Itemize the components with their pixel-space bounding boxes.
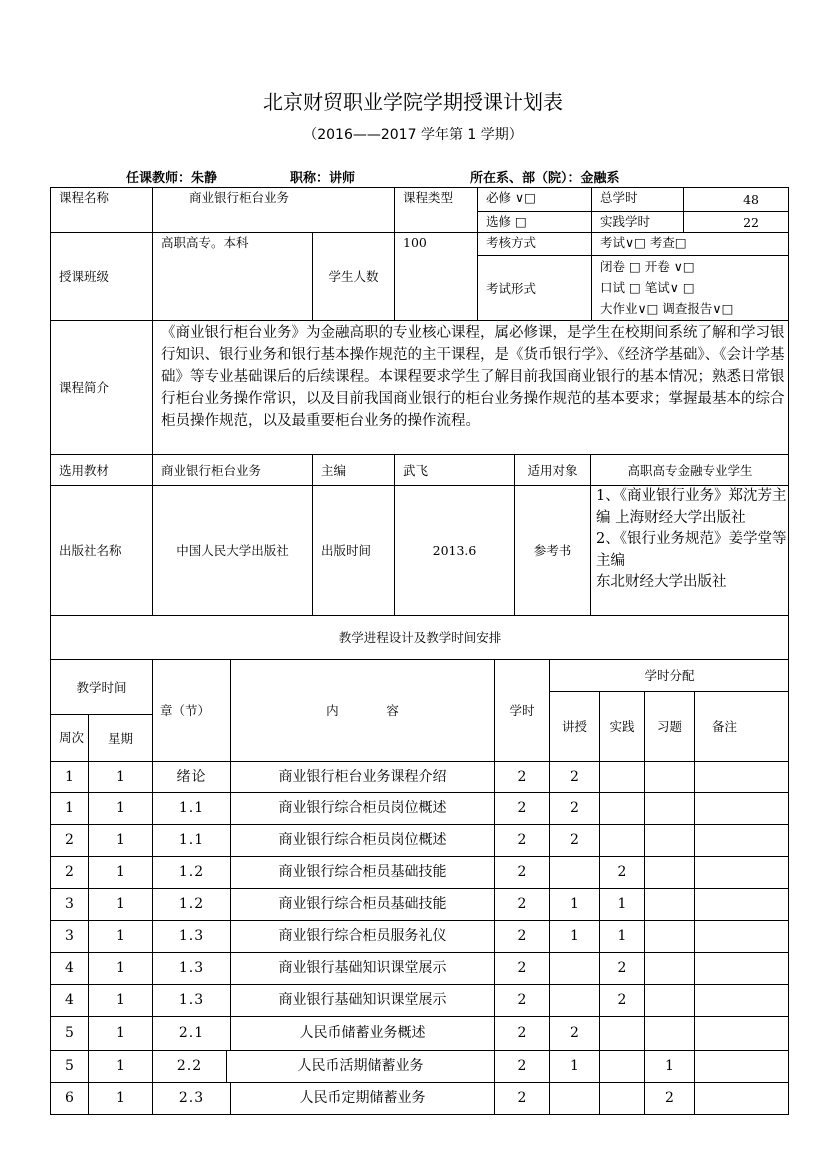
header-practice: 实践 [599, 691, 644, 761]
cell-chapter: 1.3 [152, 920, 230, 952]
header-hour-distribution: 学时分配 [549, 659, 789, 691]
publisher-label: 出版社名称 [50, 485, 152, 615]
term-subtitle: （2016——2017 学年第 1 学期） [303, 127, 523, 143]
editor-value: 武飞 [394, 454, 514, 485]
pub-time-value: 2013.6 [394, 485, 514, 615]
cell-week: 1 [50, 761, 88, 792]
exam-form-line-3: 大作业∨□ 调查报告∨□ [600, 301, 734, 316]
cell-exercise [644, 792, 694, 824]
cell-remark [694, 1016, 789, 1050]
cell-practice: 2 [599, 952, 644, 984]
assessment-options: 考试∨□ 考查□ [591, 232, 789, 255]
cell-day: 1 [88, 1050, 152, 1082]
cell-lecture: 2 [549, 1016, 599, 1050]
cell-content: 商业银行综合柜员基础技能 [230, 856, 494, 888]
cell-practice [599, 1082, 644, 1114]
exam-form-line-1: 闭卷 □ 开卷 ∨□ [600, 259, 695, 274]
cell-lecture: 2 [549, 824, 599, 856]
cell-exercise [644, 856, 694, 888]
cell-chapter: 1.3 [152, 984, 230, 1016]
cell-chapter: 1.1 [152, 792, 230, 824]
cell-content: 商业银行综合柜员服务礼仪 [230, 920, 494, 952]
cell-week: 6 [50, 1082, 88, 1114]
cell-week: 3 [50, 888, 88, 920]
students-label: 学生人数 [312, 232, 394, 320]
cell-day: 1 [88, 824, 152, 856]
cell-hours: 2 [494, 761, 549, 792]
cell-chapter: 2.1 [152, 1016, 230, 1050]
cell-exercise [644, 888, 694, 920]
cell-remark [694, 1050, 789, 1082]
cell-practice [599, 1050, 644, 1082]
cell-lecture [549, 952, 599, 984]
cell-chapter: 1.1 [152, 824, 230, 856]
cell-practice: 1 [599, 920, 644, 952]
cell-hours: 2 [494, 952, 549, 984]
cell-content: 商业银行综合柜员基础技能 [230, 888, 494, 920]
cell-week: 2 [50, 824, 88, 856]
intro-label: 课程简介 [50, 320, 152, 454]
assessment-label: 考核方式 [477, 232, 591, 255]
cell-day: 1 [88, 856, 152, 888]
cell-practice [599, 761, 644, 792]
cell-content: 商业银行综合柜员岗位概述 [230, 792, 494, 824]
header-remark: 备注 [694, 691, 789, 761]
cell-remark [694, 856, 789, 888]
class-value: 高职高专。本科 [152, 232, 312, 320]
table-right-border [788, 187, 789, 1115]
header-exercise: 习题 [644, 691, 694, 761]
cell-exercise [644, 984, 694, 1016]
cell-content: 商业银行柜台业务课程介绍 [230, 761, 494, 792]
cell-week: 5 [50, 1016, 88, 1050]
total-hours-label: 总学时 [591, 187, 683, 211]
cell-exercise [644, 1016, 694, 1050]
cell-exercise [644, 952, 694, 984]
cell-day: 1 [88, 1016, 152, 1050]
header-week: 周次 [50, 714, 88, 761]
cell-content: 人民币储蓄业务概述 [230, 1016, 494, 1050]
course-intro: 《商业银行柜台业务》为金融高职的专业核心课程，属必修课，是学生在校期间系统了解和学习银行知识、银行业务和银行基本操作规范的主干课程，是《货币银行学》、《经济学基础》、《会计学基础》等专业基础课后的后续课程。本课程要求学生了解目前我国商业银行的基本情况；熟悉日常银行柜台业务操作常识，以及目前我国商业银行的柜台业务操作规范的基本要求；掌握最基本的综合柜员操作规范，以及最重要柜台业务的操作流程。 [152, 320, 789, 454]
course-name-label: 课程名称 [50, 187, 152, 232]
header-content: 内 容 [230, 659, 494, 761]
cell-practice [599, 792, 644, 824]
cell-lecture [549, 1082, 599, 1114]
exam-form-line-2: 口试 □ 笔试∨ □ [600, 280, 695, 295]
cell-remark [694, 792, 789, 824]
textbook-value: 商业银行柜台业务 [152, 454, 312, 485]
header-lecture: 讲授 [549, 691, 599, 761]
cell-remark [694, 824, 789, 856]
cell-content: 商业银行基础知识课堂展示 [230, 984, 494, 1016]
schedule-section-title: 教学进程设计及教学时间安排 [50, 615, 789, 659]
pub-time-label: 出版时间 [312, 485, 394, 615]
cell-lecture: 1 [549, 1050, 599, 1082]
cell-week: 1 [50, 792, 88, 824]
document-title: 北京财贸职业学院学期授课计划表 [263, 90, 563, 114]
cell-hours: 2 [494, 888, 549, 920]
cell-hours: 2 [494, 1082, 549, 1114]
students-value: 100 [394, 232, 477, 320]
audience-label: 适用对象 [514, 454, 590, 485]
header-day: 星期 [88, 714, 152, 761]
cell-exercise [644, 920, 694, 952]
cell-hours: 2 [494, 824, 549, 856]
cell-week: 3 [50, 920, 88, 952]
cell-week: 4 [50, 984, 88, 1016]
cell-remark [694, 761, 789, 792]
cell-remark [694, 952, 789, 984]
cell-hours: 2 [494, 920, 549, 952]
cell-exercise: 1 [644, 1050, 694, 1082]
cell-chapter: 2.2 [152, 1050, 226, 1082]
header-teaching-time: 教学时间 [50, 659, 152, 714]
cell-exercise [644, 761, 694, 792]
references-value: 1、《商业银行业务》郑沈芳主编 上海财经大学出版社 2、《银行业务规范》姜学堂等主编 东北财经大学出版社 [590, 485, 789, 615]
references-label: 参考书 [514, 485, 590, 615]
cell-exercise [644, 824, 694, 856]
cell-practice: 2 [599, 984, 644, 1016]
cell-hours: 2 [494, 792, 549, 824]
required-checkbox: 必修 ∨□ [477, 187, 591, 211]
exam-form-label: 考试形式 [477, 255, 591, 320]
header-hours: 学时 [494, 659, 549, 761]
cell-day: 1 [88, 984, 152, 1016]
cell-lecture [549, 984, 599, 1016]
cell-practice: 1 [599, 888, 644, 920]
cell-hours: 2 [494, 1050, 549, 1082]
cell-week: 4 [50, 952, 88, 984]
header-chapter: 章（节） [152, 659, 230, 761]
textbook-label: 选用教材 [50, 454, 152, 485]
cell-content: 商业银行综合柜员岗位概述 [230, 824, 494, 856]
cell-content: 人民币定期储蓄业务 [230, 1082, 494, 1114]
cell-lecture [549, 856, 599, 888]
cell-hours: 2 [494, 1016, 549, 1050]
department-info: 所在系、部（院）：金融系 [470, 171, 620, 186]
cell-hours: 2 [494, 984, 549, 1016]
cell-day: 1 [88, 1082, 152, 1114]
cell-hours: 2 [494, 856, 549, 888]
cell-practice [599, 1016, 644, 1050]
cell-content: 人民币活期储蓄业务 [226, 1050, 494, 1082]
course-type-label: 课程类型 [394, 187, 477, 232]
editor-label: 主编 [312, 454, 394, 485]
table-bottom-border [50, 1114, 789, 1115]
cell-remark [694, 1082, 789, 1114]
cell-lecture: 2 [549, 792, 599, 824]
rank-info: 职称：讲师 [290, 171, 356, 186]
cell-practice: 2 [599, 856, 644, 888]
practice-hours-label: 实践学时 [591, 211, 683, 232]
cell-chapter: 2.3 [152, 1082, 230, 1114]
cell-day: 1 [88, 792, 152, 824]
cell-content: 商业银行基础知识课堂展示 [230, 952, 494, 984]
cell-chapter: 1.2 [152, 856, 230, 888]
cell-day: 1 [88, 888, 152, 920]
cell-practice [599, 824, 644, 856]
cell-lecture: 2 [549, 761, 599, 792]
cell-week: 5 [50, 1050, 88, 1082]
course-name: 商业银行柜台业务 [152, 187, 394, 232]
cell-chapter: 绪论 [152, 761, 230, 792]
cell-remark [694, 920, 789, 952]
audience-value: 高职高专金融专业学生 [590, 454, 789, 485]
cell-day: 1 [88, 952, 152, 984]
cell-chapter: 1.2 [152, 888, 230, 920]
cell-chapter: 1.3 [152, 952, 230, 984]
elective-checkbox: 选修 □ [477, 211, 591, 232]
publisher-value: 中国人民大学出版社 [152, 485, 312, 615]
teacher-info: 任课教师：朱静 [126, 171, 218, 186]
cell-lecture: 1 [549, 888, 599, 920]
cell-week: 2 [50, 856, 88, 888]
cell-exercise: 2 [644, 1082, 694, 1114]
practice-hours-value: 22 [683, 211, 789, 232]
cell-remark [694, 984, 789, 1016]
exam-form-options [591, 255, 789, 320]
class-label: 授课班级 [50, 232, 152, 320]
cell-lecture: 1 [549, 920, 599, 952]
cell-day: 1 [88, 920, 152, 952]
total-hours-value: 48 [683, 187, 789, 211]
cell-day: 1 [88, 761, 152, 792]
cell-remark [694, 888, 789, 920]
